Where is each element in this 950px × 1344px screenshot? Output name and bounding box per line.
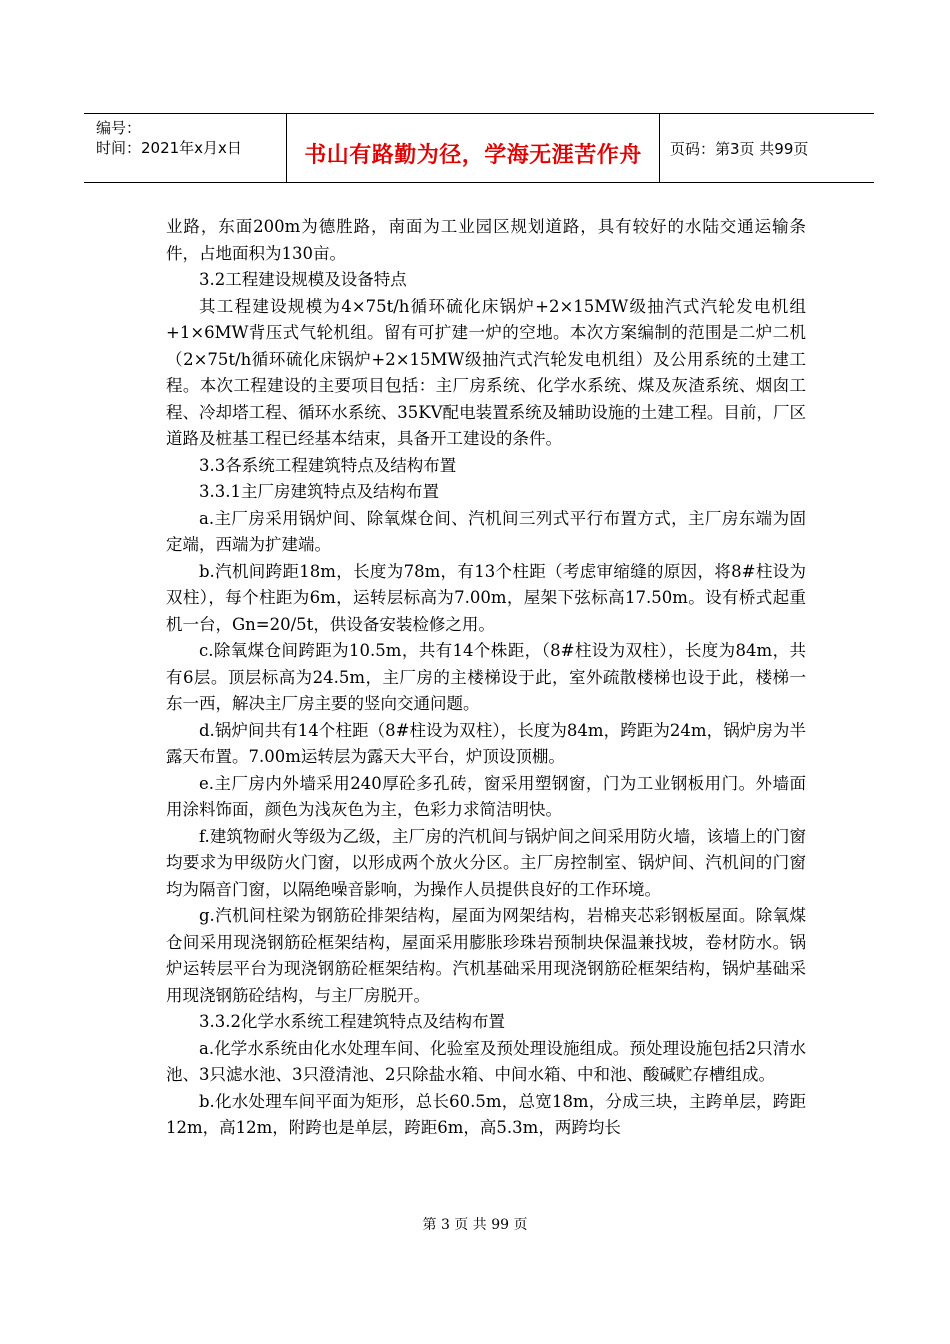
paragraph: 业路，东面200m为德胜路，南面为工业园区规划道路，具有较好的水陆交通运输条件，占地面积为130亩。 [166,217,806,263]
section-heading: 3.3.1主厂房建筑特点及结构布置 [199,482,439,501]
number-label: 编号： [96,119,142,137]
paragraph: b.化水处理车间平面为矩形，总长60.5m，总宽18m，分成三块，主跨单层，跨距12m，高12m，附跨也是单层，跨距6m，高5.3m，两跨均长 [166,1091,806,1137]
paragraph: 其工程建设规模为4×75t/h循环硫化床锅炉+2×15MW级抽汽式汽轮发电机组+1×6MW背压式气轮机组。留有可扩建一炉的空地。本次方案编制的范围是二炉二机（2×75t/h循环硫化床锅炉+2×15MW级抽汽式汽轮发电机组）及公用系统的土建工程。本次工程建设的主要项目包括：主厂房系统、化学水系统、煤及灰渣系统、烟囱工程、冷却塔工程、循环水系统、35KV配电装置系统及辅助设施的土建工程。目前，厂区道路及桩基工程已经基本结束，具备开工建设的条件。 [166,296,806,448]
section-heading: 3.3各系统工程建筑特点及结构布置 [199,455,457,475]
time-label: 时间：2021年x月x日 [96,139,242,157]
page-footer: 第 3 页 共 99 页 [422,1217,528,1233]
paragraph: b.汽机间跨距18m，长度为78m，有13个柱距（考虑审缩缝的原因，将8#柱设为双柱），每个柱距为6m，运转层标高为7.00m，屋架下弦标高17.50m。设有桥式起重机一台，Gn=20/5t，供设备安装检修之用。 [166,561,806,634]
header-meta [84,114,287,182]
paragraph: e.主厂房内外墙采用240厚砼多孔砖，窗采用塑钢窗，门为工业钢板用门。外墙面用涂料饰面，颜色为浅灰色为主，色彩力求简洁明快。 [166,773,806,819]
paragraph: a.主厂房采用锅炉间、除氧煤仓间、汽机间三列式平行布置方式，主厂房东端为固定端，西端为扩建端。 [166,508,806,554]
section-heading: 3.3.2化学水系统工程建筑特点及结构布置 [199,1012,505,1031]
document-header [84,113,874,183]
paragraph: c.除氧煤仓间跨距为10.5m，共有14个株距，（8#柱设为双柱），长度为84m，共有6层。顶层标高为24.5m，主厂房的主楼梯设于此，室外疏散楼梯也设于此，楼梯一东一西，解决主厂房主要的竖向交通问题。 [166,641,806,713]
paragraph: a.化学水系统由化水处理车间、化验室及预处理设施组成。预处理设施包括2只清水池、3只滤水池、3只澄清池、2只除盐水箱、中间水箱、中和池、酸碱贮存槽组成。 [166,1038,806,1084]
paragraph: d.锅炉间共有14个柱距（8#柱设为双柱），长度为84m，跨距为24m，锅炉房为半露天布置。7.00m运转层为露天大平台，炉顶设顶棚。 [166,720,806,766]
paragraph: f.建筑物耐火等级为乙级，主厂房的汽机间与锅炉间之间采用防火墙，该墙上的门窗均要求为甲级防火门窗，以形成两个放火分区。主厂房控制室、锅炉间、汽机间的门窗均为隔音门窗，以隔绝噪音影响，为操作人员提供良好的工作环境。 [166,826,806,899]
header-motto: 书山有路勤为径，学海无涯苦作舟 [287,114,660,182]
header-page-label: 页码：第3页 共99页 [670,139,809,158]
section-heading: 3.2工程建设规模及设备特点 [199,270,407,289]
document-body [166,214,806,1142]
paragraph: g.汽机间柱梁为钢筋砼排架结构，屋面为网架结构，岩棉夹芯彩钢板屋面。除氧煤仓间采用现浇钢筋砼框架结构，屋面采用膨胀珍珠岩预制块保温兼找坡，卷材防水。锅炉运转层平台为现浇钢筋砼框架结构。汽机基础采用现浇钢筋砼框架结构，锅炉基础采用现浇钢筋砼结构，与主厂房脱开。 [166,906,806,1005]
